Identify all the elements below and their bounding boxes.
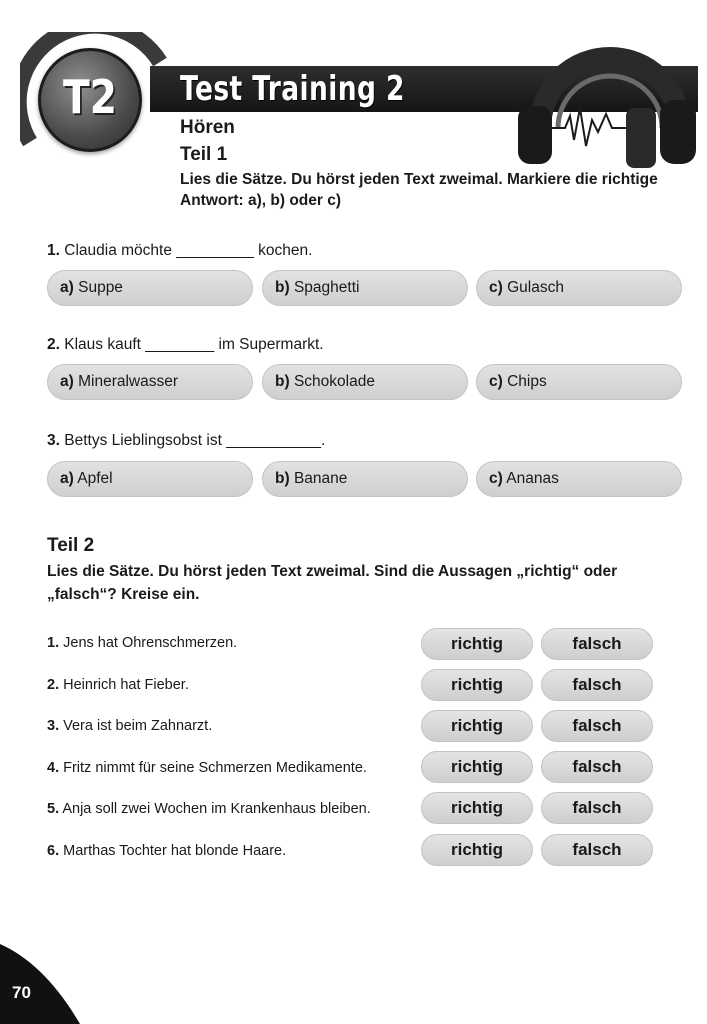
statement-text: Jens hat Ohrenschmerzen.	[63, 635, 238, 651]
statement-1	[47, 635, 237, 651]
option-3c[interactable]	[476, 461, 682, 497]
falsch-button-1[interactable]: falsch	[541, 628, 653, 660]
falsch-button-6[interactable]: falsch	[541, 834, 653, 866]
statement-text: Heinrich hat Fieber.	[63, 677, 189, 693]
question-number: 3.	[47, 432, 60, 449]
option-letter: b)	[275, 470, 290, 487]
richtig-button-4[interactable]: richtig	[421, 751, 533, 783]
statement-text: Anja soll zwei Wochen im Krankenhaus bleiben.	[62, 801, 371, 817]
option-letter: c)	[489, 279, 503, 296]
statement-4	[47, 760, 367, 776]
t2-badge-label: T2	[63, 70, 117, 124]
option-letter: a)	[60, 373, 74, 390]
question-text: Klaus kauft ________ im Supermarkt.	[64, 336, 324, 353]
richtig-button-2[interactable]: richtig	[421, 669, 533, 701]
statement-number: 6.	[47, 843, 60, 859]
richtig-button-6[interactable]: richtig	[421, 834, 533, 866]
option-text: Apfel	[77, 470, 113, 487]
falsch-button-4[interactable]: falsch	[541, 751, 653, 783]
statement-number: 3.	[47, 718, 60, 734]
question-3	[47, 432, 325, 450]
falsch-button-3[interactable]: falsch	[541, 710, 653, 742]
option-1c[interactable]	[476, 270, 682, 306]
question-2	[47, 336, 324, 354]
statement-number: 2.	[47, 677, 60, 693]
option-text: Schokolade	[293, 373, 375, 390]
option-letter: a)	[60, 279, 74, 296]
section-title: Hören	[180, 117, 235, 138]
richtig-button-3[interactable]: richtig	[421, 710, 533, 742]
option-2b[interactable]	[262, 364, 468, 400]
option-text: Mineralwasser	[78, 373, 179, 390]
statement-text: Marthas Tochter hat blonde Haare.	[63, 843, 287, 859]
teil1-instruction: Lies die Sätze. Du hörst jeden Text zweimal. Markiere die richtige Antwort: a), b) oder c)	[180, 171, 658, 209]
option-1b[interactable]	[262, 270, 468, 306]
option-text: Ananas	[506, 470, 559, 487]
question-text: Bettys Lieblingsobst ist ___________.	[64, 432, 326, 449]
option-3a[interactable]	[47, 461, 253, 497]
option-3b[interactable]	[262, 461, 468, 497]
statement-6	[47, 843, 286, 859]
question-number: 1.	[47, 242, 60, 259]
option-letter: c)	[489, 373, 503, 390]
teil1-heading: Teil 1	[180, 144, 228, 165]
teil2-instruction: Lies die Sätze. Du hörst jeden Text zweimal. Sind die Aussagen „richtig“ oder „falsch“? Kreise ein.	[47, 563, 618, 603]
statement-5	[47, 801, 371, 817]
teil2-heading: Teil 2	[47, 535, 95, 556]
statement-number: 4.	[47, 760, 60, 776]
question-text: Claudia möchte _________ kochen.	[64, 242, 313, 259]
option-letter: b)	[275, 279, 290, 296]
statement-number: 5.	[47, 801, 60, 817]
option-text: Banane	[293, 470, 348, 487]
option-2a[interactable]	[47, 364, 253, 400]
statement-3	[47, 718, 212, 734]
option-letter: b)	[275, 373, 290, 390]
option-text: Chips	[507, 373, 547, 390]
option-letter: a)	[60, 470, 74, 487]
option-1a[interactable]	[47, 270, 253, 306]
statement-text: Fritz nimmt für seine Schmerzen Medikamente.	[63, 760, 367, 776]
richtig-button-1[interactable]: richtig	[421, 628, 533, 660]
richtig-button-5[interactable]: richtig	[421, 792, 533, 824]
falsch-button-5[interactable]: falsch	[541, 792, 653, 824]
page-number: 70	[12, 983, 31, 1002]
headphones-icon	[510, 8, 700, 178]
option-text: Spaghetti	[293, 279, 360, 296]
page-title: Test Training 2	[180, 69, 405, 109]
statement-2	[47, 677, 189, 693]
question-number: 2.	[47, 336, 60, 353]
option-letter: c)	[489, 470, 503, 487]
falsch-button-2[interactable]: falsch	[541, 669, 653, 701]
statement-number: 1.	[47, 635, 60, 651]
option-text: Suppe	[78, 279, 123, 296]
option-2c[interactable]	[476, 364, 682, 400]
option-text: Gulasch	[507, 279, 564, 296]
question-1	[47, 242, 312, 260]
statement-text: Vera ist beim Zahnarzt.	[63, 718, 213, 734]
